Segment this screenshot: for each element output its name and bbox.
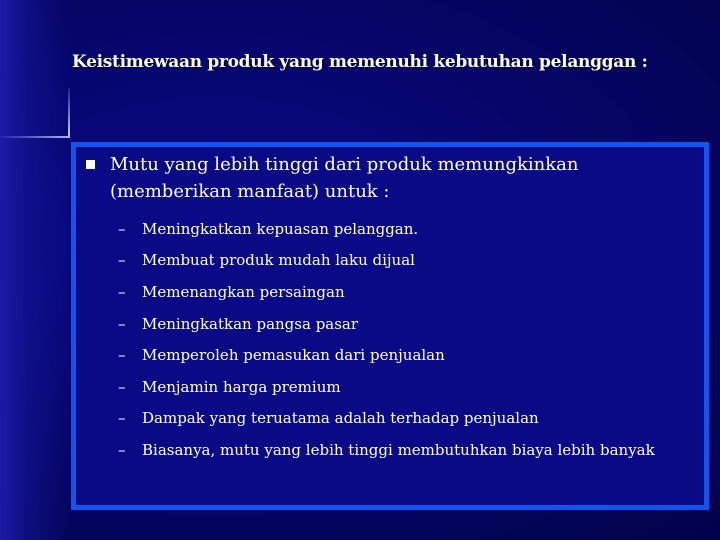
list-item [118, 371, 655, 403]
sub-bullet-text: Memperoleh pemasukan dari penjualan [142, 346, 445, 365]
dash-icon: – [118, 377, 126, 396]
dash-icon: – [118, 282, 126, 301]
list-item [118, 434, 655, 466]
dash-icon: – [118, 409, 126, 428]
sub-bullet-text: Membuat produk mudah laku dijual [142, 251, 415, 270]
slide-title: Keistimewaan produk yang memenuhi kebutuhan pelanggan : [72, 52, 648, 72]
sub-bullet-text: Menjamin harga premium [142, 377, 341, 396]
list-item [118, 213, 655, 245]
sub-bullet-text: Meningkatkan kepuasan pelanggan. [142, 219, 419, 238]
main-bullet-text: Mutu yang lebih tinggi dari produk memungkinkan (memberikan manfaat) untuk : [110, 154, 579, 202]
sub-bullet-text: Memenangkan persaingan [142, 282, 345, 301]
decorative-vertical-line [68, 88, 70, 138]
list-item [118, 245, 655, 277]
dash-icon: – [118, 219, 126, 238]
square-bullet-icon [86, 160, 95, 169]
sub-bullet-text: Meningkatkan pangsa pasar [142, 314, 359, 333]
list-item [118, 403, 655, 435]
dash-icon: – [118, 346, 126, 365]
sub-bullet-text: Biasanya, mutu yang lebih tinggi membutuhkan biaya lebih banyak [142, 440, 655, 459]
list-item [118, 339, 655, 371]
content-box [71, 142, 709, 510]
dash-icon: – [118, 251, 126, 270]
list-item [118, 276, 655, 308]
list-item [118, 308, 655, 340]
decorative-horizontal-line [0, 136, 70, 138]
dash-icon: – [118, 314, 126, 333]
main-bullet [86, 151, 686, 205]
sub-bullet-list [118, 213, 655, 466]
sub-bullet-text: Dampak yang teruatama adalah terhadap penjualan [142, 409, 539, 428]
dash-icon: – [118, 440, 126, 459]
